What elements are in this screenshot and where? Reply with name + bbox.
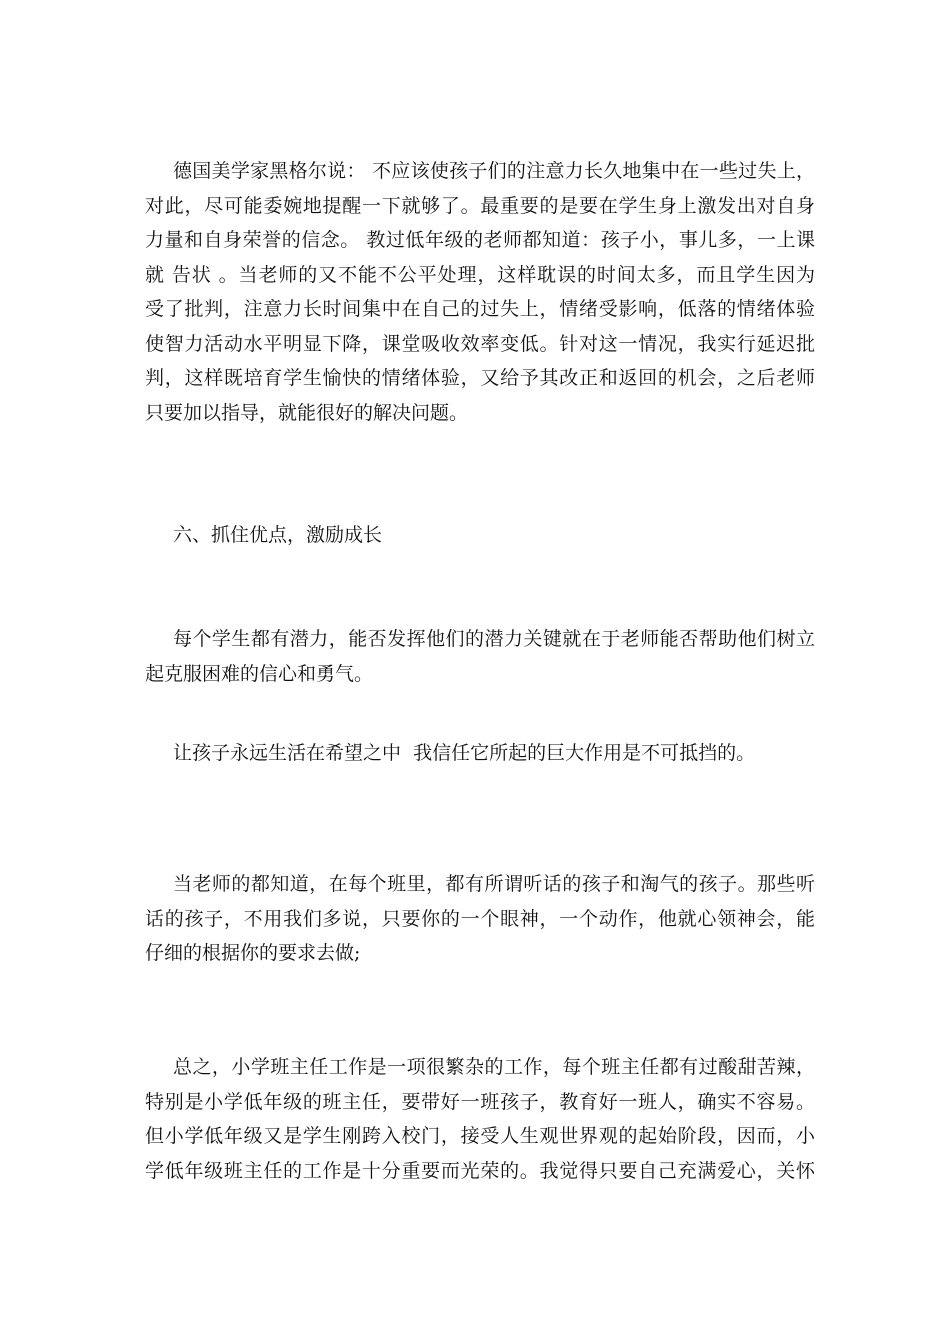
text-line: 但小学低年级又是学生刚跨入校门，接受人生观世界观的起始阶段，因而，小 <box>145 1125 815 1147</box>
paragraph-hope <box>145 736 815 771</box>
paragraph-conclusion <box>145 1050 815 1188</box>
text-line: 总之，小学班主任工作是一项很繁杂的工作，每个班主任都有过酸甜苦辣， <box>173 1056 815 1078</box>
text-line: 就 告状 。当老师的又不能不公平处理，这样耽误的时间太多，而且学生因为 <box>145 263 815 286</box>
text-line: 只要加以指导，就能很好的解决问题。 <box>145 401 469 424</box>
text-line: 特别是小学低年级的班主任，要带好一班孩子，教育好一班人，确实不容易。 <box>145 1090 815 1113</box>
text-line: 话的孩子，不用我们多说，只要你的一个眼神，一个动作，他就心领神会，能 <box>145 907 815 930</box>
text-line: 起克服困难的信心和勇气。 <box>145 662 374 685</box>
section-heading <box>145 518 815 553</box>
text-line: 让孩子永远生活在希望之中 我信任它所起的巨大作用是不可抵挡的。 <box>173 742 756 764</box>
paragraph-potential <box>145 622 815 691</box>
text-line: 当老师的都知道，在每个班里，都有所谓听话的孩子和淘气的孩子。那些听 <box>173 873 815 895</box>
text-line: 力量和自身荣誉的信念。 教过低年级的老师都知道：孩子小，事儿多，一上课 <box>145 229 815 251</box>
text-line: 对此，尽可能委婉地提醒一下就够了。最重要的是要在学生身上激发出对自身 <box>145 194 815 217</box>
paragraph-obedient-children <box>145 867 815 971</box>
text-line: 德国美学家黑格尔说： 不应该使孩子们的注意力长久地集中在一些过失上， <box>173 160 815 182</box>
text-line: 受了批判，注意力长时间集中在自己的过失上，情绪受影响，低落的情绪体验 <box>145 298 815 320</box>
text-line: 使智力活动水平明显下降，课堂吸收效率变低。针对这一情况，我实行延迟批 <box>145 332 815 355</box>
text-line: 仔细的根据你的要求去做; <box>145 942 361 964</box>
heading-text: 六、抓住优点，激励成长 <box>173 524 383 546</box>
text-line: 学低年级班主任的工作是十分重要而光荣的。我觉得只要自己充满爱心，关怀 <box>145 1159 815 1182</box>
text-line: 每个学生都有潜力，能否发挥他们的潜力关键就在于老师能否帮助他们树立 <box>173 628 815 650</box>
paragraph-delayed-criticism <box>145 154 815 430</box>
text-line: 判，这样既培育学生愉快的情绪体验，又给予其改正和返回的机会，之后老师 <box>145 367 815 389</box>
